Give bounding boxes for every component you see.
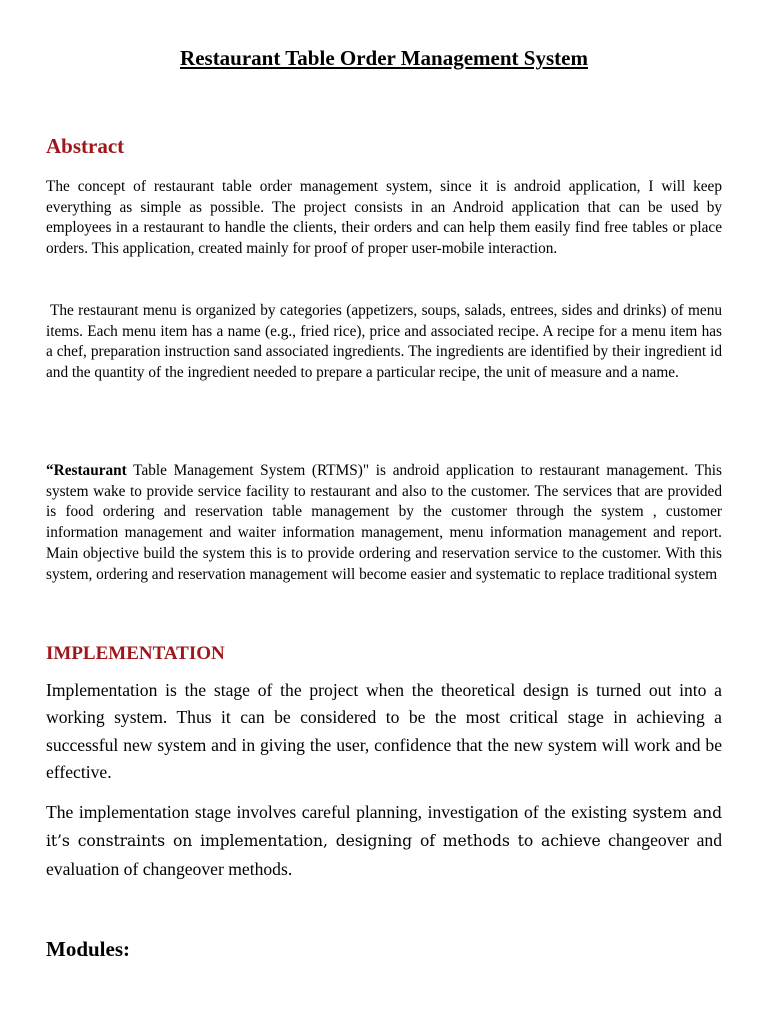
abstract-heading: Abstract (46, 134, 125, 158)
document-title: Restaurant Table Order Management System (180, 46, 588, 70)
abstract-paragraph-3-body: Table Management System (RTMS)" is android application to restaurant management. This system wake to provide service facility to restaurant and also to the customer. The services that are provided is food ordering and reservation table management by the customer through the system , customer information management and waiter information management, menu information management and report. Main objective build the system this is to provide ordering and reservation service to the customer. With this system, ordering and reservation management will become easier and systematic to replace traditional system (46, 462, 722, 583)
implementation-paragraph-2-start: The implementation stage involves careful planning, investigation of the existing (46, 802, 633, 822)
abstract-paragraph-2: The restaurant menu is organized by categories (appetizers, soups, salads, entrees, sides and drinks) of menu items. Each menu item has a name (e.g., fried rice), price and associated recipe. A recipe for a menu item has a chef, preparation instruction sand associated ingredients. The ingredients are identified by their ingredient id and the quantity of the ingredient needed to prepare a particular recipe, the unit of measure and a name. (46, 302, 722, 382)
modules-heading: Modules: (46, 937, 130, 961)
implementation-paragraph-1: Implementation is the stage of the project when the theoretical design is turned out into a working system. Thus it can be considered to be the most critical stage in achieving a successful new system and in giving the user, confidence that the new system will work and be effective. (46, 680, 722, 783)
implementation-paragraph-2 (46, 799, 722, 883)
abstract-paragraph-3 (46, 461, 722, 585)
implementation-paragraph-2-end: changeover and evaluation of changeover methods. (46, 830, 722, 879)
abstract-paragraph-3-quote: “ (46, 462, 54, 479)
implementation-paragraph-2-mixed-font: system and it’s constraints on implementation, designing of methods to achieve (46, 804, 722, 851)
abstract-paragraph-3-lead-word: Restaurant (53, 462, 127, 479)
implementation-heading: IMPLEMENTATION (46, 643, 225, 664)
abstract-paragraph-1: The concept of restaurant table order management system, since it is android application, I will keep everything as simple as possible. The project consists in an Android application that can be used by employees in a restaurant to handle the clients, their orders and can help them easily find free tables or place orders. This application, created mainly for proof of proper user-mobile interaction. (46, 178, 722, 258)
